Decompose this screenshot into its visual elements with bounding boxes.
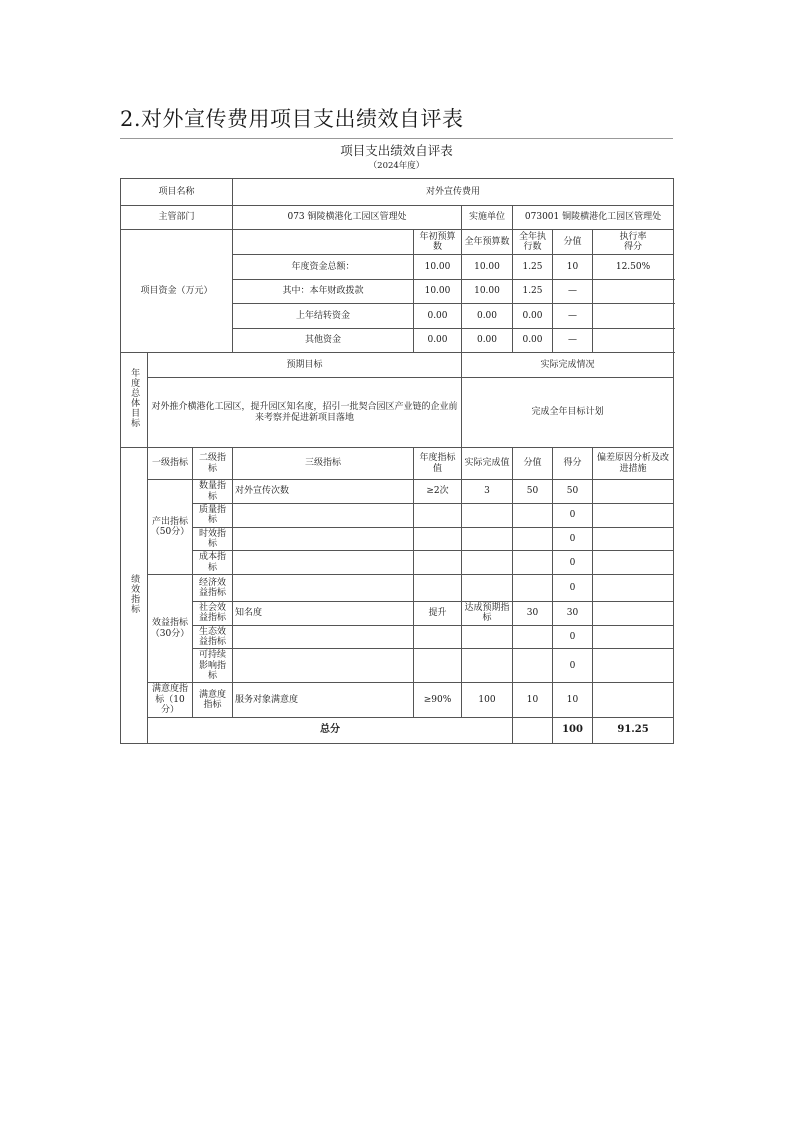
indicator-value: 30 [513,602,553,626]
indicator-deviation [593,649,674,683]
total-row [121,717,674,743]
indicator-target [414,527,462,551]
indicator-actual [462,625,513,649]
indicator-score: 0 [553,649,593,683]
indicator-header-actual: 实际完成值 [462,448,513,480]
department-label: 主管部门 [121,206,233,230]
indicator-target [414,575,462,602]
annual-goal-label: 年度总体目标 [121,353,148,448]
indicator-level2: 质量指标 [193,504,233,528]
funds-header-score-value: 分值 [553,230,593,255]
indicator-value [513,575,553,602]
indicator-level2: 满意度指标 [193,683,233,717]
satisfaction-indicator-label: 满意度指标（10分） [148,683,193,717]
indicator-deviation [593,683,674,717]
indicator-score: 10 [553,683,593,717]
indicator-score: 0 [553,625,593,649]
performance-indicator-label: 绩效指标 [121,448,148,744]
funds-row-executed: 1.25 [513,255,553,280]
total-blank [513,717,553,743]
indicator-actual [462,649,513,683]
funds-row-name: 年度资金总额： [233,255,414,280]
indicator-header-level1: 一级指标 [148,448,193,480]
funds-row-annual: 0.00 [462,304,513,329]
expected-goal-label: 预期目标 [148,353,462,378]
table-caption [120,138,673,177]
indicator-level3 [233,625,414,649]
indicator-level2: 数量指标 [193,480,233,504]
goals-content-row [121,378,674,448]
indicator-row [121,575,674,602]
indicator-actual: 100 [462,683,513,717]
expected-goal-text: 对外推介横港化工园区，提升园区知名度，招引一批契合园区产业链的企业前来考察并促进新项目落地 [148,378,462,448]
indicator-row [121,649,674,683]
indicator-deviation [593,625,674,649]
indicator-level3 [233,649,414,683]
funds-row-annual: 10.00 [462,255,513,280]
indicator-value [513,527,553,551]
indicator-target [414,504,462,528]
funds-label: 项目资金（万元） [121,230,233,353]
indicator-target [414,625,462,649]
indicator-value: 10 [513,683,553,717]
indicator-deviation [593,480,674,504]
indicator-score: 30 [553,602,593,626]
indicator-level2: 可持续影响指标 [193,649,233,683]
benefit-indicator-label: 效益指标（30分） [148,575,193,683]
indicator-row [121,504,674,528]
funds-row-name: 上年结转资金 [233,304,414,329]
funds-row-initial: 0.00 [414,329,462,353]
funds-row-score-value: — [553,304,593,329]
project-name-row [121,179,674,206]
funds-row-executed: 0.00 [513,304,553,329]
implementing-unit-label: 实施单位 [462,206,513,230]
actual-completion-text: 完成全年目标计划 [462,378,674,448]
indicator-deviation [593,551,674,575]
indicator-level2: 时效指标 [193,527,233,551]
funds-row-annual: 10.00 [462,280,513,304]
table-year: （2024年度） [368,161,425,171]
funds-row-rate [593,329,674,353]
indicator-actual [462,504,513,528]
funds-row-executed: 1.25 [513,280,553,304]
indicator-header-level2: 二级指标 [193,448,233,480]
indicator-level2: 成本指标 [193,551,233,575]
funds-header-executed: 全年执行数 [513,230,553,255]
indicator-row [121,683,674,717]
department-row [121,206,674,230]
indicator-target [414,551,462,575]
indicator-target: ≥90% [414,683,462,717]
indicator-level2: 社会效益指标 [193,602,233,626]
indicator-level3: 知名度 [233,602,414,626]
indicator-value [513,551,553,575]
indicator-score: 0 [553,575,593,602]
project-name-value: 对外宣传费用 [233,179,674,206]
funds-header-score: 得分 [624,242,643,252]
indicator-score: 0 [553,504,593,528]
goals-header-row [121,353,674,378]
indicator-score: 50 [553,480,593,504]
funds-row-name: 其他资金 [233,329,414,353]
implementing-unit-value: 073001 铜陵横港化工园区管理处 [513,206,674,230]
total-label: 总分 [148,717,513,743]
output-indicator-label: 产出指标（50分） [148,480,193,575]
indicator-header-target: 年度指标值 [414,448,462,480]
indicator-value: 50 [513,480,553,504]
indicator-level3: 对外宣传次数 [233,480,414,504]
funds-row-rate [593,280,674,304]
indicator-level3 [233,527,414,551]
total-score: 91.25 [593,717,674,743]
funds-row-score-value: — [553,280,593,304]
funds-row-rate: 12.50% [593,255,674,280]
indicator-deviation [593,504,674,528]
indicator-actual: 达成预期指标 [462,602,513,626]
funds-row-executed: 0.00 [513,329,553,353]
indicator-header-score: 得分 [553,448,593,480]
indicator-value [513,504,553,528]
indicator-value [513,649,553,683]
funds-row-initial: 0.00 [414,304,462,329]
indicator-level3 [233,504,414,528]
funds-header-row [121,230,674,255]
indicator-row [121,480,674,504]
funds-header-rate-score [593,230,674,255]
funds-header-blank [233,230,414,255]
indicator-value [513,625,553,649]
indicator-header-value: 分值 [513,448,553,480]
indicator-actual [462,527,513,551]
indicator-target: 提升 [414,602,462,626]
indicator-actual [462,575,513,602]
indicator-level3 [233,551,414,575]
funds-row-initial: 10.00 [414,255,462,280]
indicator-actual [462,551,513,575]
funds-row-annual: 0.00 [462,329,513,353]
indicator-level3: 服务对象满意度 [233,683,414,717]
page-heading: 2.对外宣传费用项目支出绩效自评表 [120,107,464,131]
indicator-row [121,527,674,551]
indicator-level2: 经济效益指标 [193,575,233,602]
indicator-level2: 生态效益指标 [193,625,233,649]
indicator-deviation [593,575,674,602]
indicator-header-row [121,448,674,480]
funds-row-name: 其中：本年财政拨款 [233,280,414,304]
indicator-row [121,602,674,626]
indicator-deviation [593,602,674,626]
indicator-deviation [593,527,674,551]
actual-completion-label: 实际完成情况 [462,353,674,378]
indicator-score: 0 [553,527,593,551]
funds-row-initial: 10.00 [414,280,462,304]
funds-header-rate: 执行率 [619,231,647,242]
indicator-row [121,625,674,649]
funds-header-annual: 全年预算数 [462,230,513,255]
project-name-label: 项目名称 [121,179,233,206]
indicator-header-level3: 三级指标 [233,448,414,480]
funds-row-rate [593,304,674,329]
indicator-score: 0 [553,551,593,575]
funds-header-initial: 年初预算数 [414,230,462,255]
indicator-level3 [233,575,414,602]
indicator-header-deviation: 偏差原因分析及改进措施 [593,448,674,480]
indicator-target: ≥2次 [414,480,462,504]
total-value: 100 [553,717,593,743]
performance-evaluation-table [120,178,674,744]
table-title: 项目支出绩效自评表 [340,143,453,158]
indicator-row [121,551,674,575]
funds-row-score-value: — [553,329,593,353]
department-value: 073 铜陵横港化工园区管理处 [233,206,462,230]
indicator-actual: 3 [462,480,513,504]
indicator-target [414,649,462,683]
funds-row-score-value: 10 [553,255,593,280]
